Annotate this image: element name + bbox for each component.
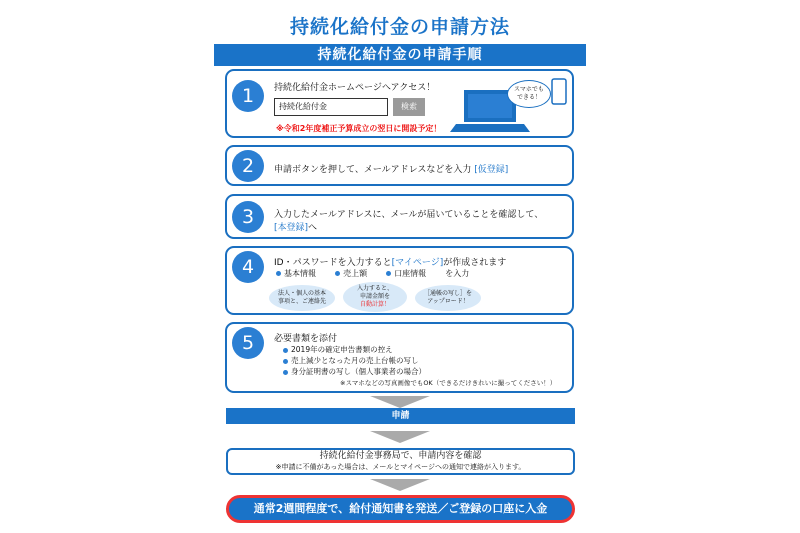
step-5-item: [283, 355, 419, 366]
step-1-notice: ※令和2年度補正予算成立の翌日に開設予定！: [276, 124, 442, 133]
bubble-line: 自動計算！: [359, 300, 390, 308]
step-5-text: 必要書類を添付: [274, 334, 338, 344]
step-3-text-line2: [274, 220, 317, 233]
step-5-item-text: 2019年の確定申告書類の控え: [291, 345, 393, 354]
step-5-item: [283, 344, 393, 355]
bubble-line: ［通帳の写し］を: [423, 290, 472, 298]
phone-bubble-line1: スマホでも: [514, 86, 544, 94]
step-4-bubble: [269, 285, 335, 311]
bubble-line: アップロード！: [427, 298, 469, 305]
step-3-suffix: へ: [308, 223, 318, 233]
step-4-bubble: [415, 285, 481, 311]
bullet-icon: [283, 348, 288, 353]
step-4-item: 売上額: [343, 269, 368, 278]
bullet-icon: [283, 359, 288, 364]
bullet-icon: [386, 271, 391, 276]
step-5-item-text: 身分証明書の写し（個人事業者の場合）: [291, 367, 426, 376]
step-4-text: [274, 255, 506, 268]
step-1-text: 持続化給付金ホームページへアクセス！: [274, 83, 436, 93]
step-1-number: 1: [232, 80, 264, 112]
bullet-icon: [276, 271, 281, 276]
flow-arrow-icon: [370, 431, 430, 443]
step-2-number: 2: [232, 150, 264, 182]
flow-arrow-icon: [370, 479, 430, 491]
step-4-items: [276, 268, 469, 279]
step-4-prefix: ID・パスワードを入力すると: [274, 258, 392, 268]
phone-bubble-line2: できる！: [516, 94, 541, 101]
step-5-number: 5: [232, 327, 264, 359]
search-input[interactable]: 持続化給付金: [274, 98, 388, 116]
step-5-item: [283, 366, 426, 377]
bubble-line: 事項と、ご連絡先: [277, 298, 326, 305]
phone-bubble: [507, 80, 551, 108]
final-result-banner: 通常2週間程度で、給付通知書を発送／ご登録の口座に入金: [226, 495, 575, 523]
flow-arrow-icon: [370, 396, 430, 408]
step-3-highlight: [本登録]: [274, 223, 309, 233]
step-4-suffix: が作成されます: [443, 258, 507, 268]
bubble-line: 入力すると、: [356, 285, 393, 293]
step-4-item: 基本情報: [284, 269, 316, 278]
step-4-bubble: [343, 282, 407, 312]
procedure-heading-bar: 持続化給付金の申請手順: [214, 44, 586, 66]
search-button[interactable]: 検索: [393, 98, 425, 116]
bubble-line: 申請金額を: [359, 293, 390, 301]
smartphone-icon: [549, 78, 569, 106]
confirm-box: [226, 448, 575, 475]
step-4-items-suffix: を入力: [445, 269, 470, 278]
step-2-label: 申請ボタンを押して、メールアドレスなどを入力: [274, 165, 475, 175]
step-5-item-text: 売上減少となった月の売上台帳の写し: [291, 356, 419, 365]
bubble-line: 法人・個人の基本: [277, 290, 326, 298]
step-2-text: [274, 162, 508, 175]
step-4-item: 口座情報: [394, 269, 427, 278]
step-4-highlight: [マイページ]: [391, 258, 444, 268]
apply-bar: 申請: [226, 408, 575, 424]
bullet-icon: [283, 370, 288, 375]
step-3-number: 3: [232, 201, 264, 233]
confirm-line2: ※申請に不備があった場合は、メールとマイページへの通知で連絡が入ります。: [275, 463, 526, 471]
step-4-number: 4: [232, 251, 264, 283]
step-5-note: ※スマホなどの写真画像でもOK（できるだけきれいに撮ってください！）: [340, 379, 557, 387]
step-2-highlight: [仮登録]: [474, 165, 509, 175]
bullet-icon: [335, 271, 340, 276]
confirm-line1: 持続化給付金事務局で、申請内容を確認: [319, 451, 482, 461]
page-title: 持続化給付金の申請方法: [289, 16, 510, 38]
step-3-text-line1: 入力したメールアドレスに、メールが届いていることを確認して、: [274, 210, 544, 220]
